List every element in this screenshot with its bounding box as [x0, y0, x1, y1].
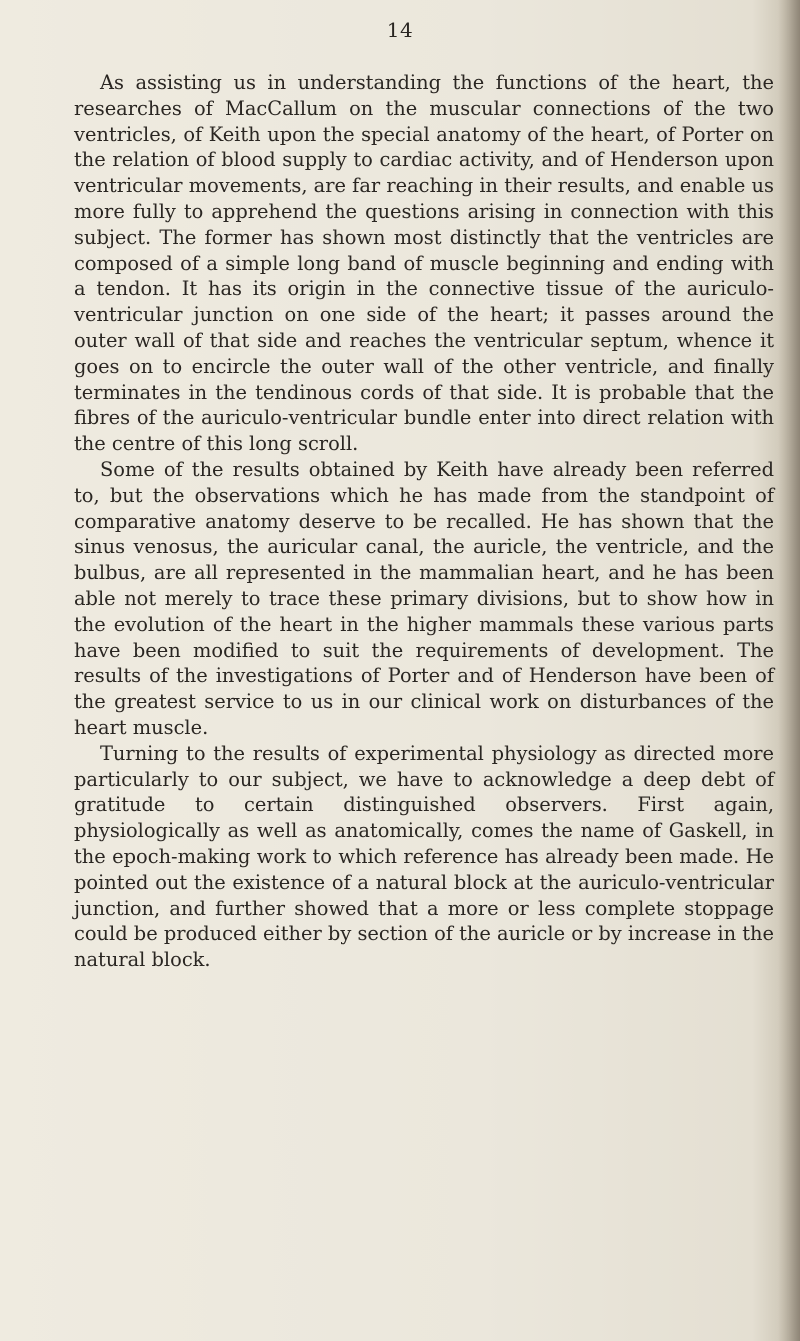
page-number: 14 — [386, 18, 414, 42]
paragraph-experimental-physiology: Turning to the results of experimental physiology as directed more particularly to our subject, we have to acknowledge a deep debt of gratitude to certain distinguished observers. First again, physiologically as well as anatomically, comes the name of Gaskell, in the epoch-making work to which reference has already been made. He pointed out the existence of a natural block at the auriculo-ventricular junction, and further showed that a more or less complete stoppage could be produced either by section of the auricle or by increase in the natural block. — [74, 741, 774, 972]
paragraph-maccallum-keith-porter-henderson: As assisting us in understanding the functions of the heart, the researches of MacCallum on the muscular connections of the two ventricles, of Keith upon the special anatomy of the heart, of Porter on the relation of blood supply to cardiac activity, and of Henderson upon ventricular movements, are far reaching in their results, and enable us more fully to apprehend the questions arising in connection with this subject. The former has shown most distinctly that the ventricles are composed of a simple long band of muscle beginning and ending with a tendon. It has its origin in the connective tissue of the auriculo-ventricular junction on one side of the heart; it passes around the outer wall of that side and reaches the ventricular septum, whence it goes on to encircle the outer wall of the other ventricle, and finally terminates in the tendinous cords of that side. It is probable that the fibres of the auriculo-ventricular bundle enter into direct relation with the centre of this long scroll. — [74, 71, 774, 456]
paragraph-keith-comparative-anatomy: Some of the results obtained by Keith have already been referred to, but the observations which he has made from the standpoint of comparative anatomy deserve to be recalled. He has shown that the sinus venosus, the auricular canal, the auricle, the ventricle, and the bulbus, are all represented in the mammalian heart, and he has been able not merely to trace these primary divisions, but to show how in the evolution of the heart in the higher mammals these various parts have been modified to suit the requirements of development. The results of the investigations of Porter and of Henderson have been of the greatest service to us in our clinical work on disturbances of the heart muscle. — [74, 457, 774, 739]
body-text — [74, 70, 774, 973]
page-binding-edge — [778, 0, 800, 1341]
